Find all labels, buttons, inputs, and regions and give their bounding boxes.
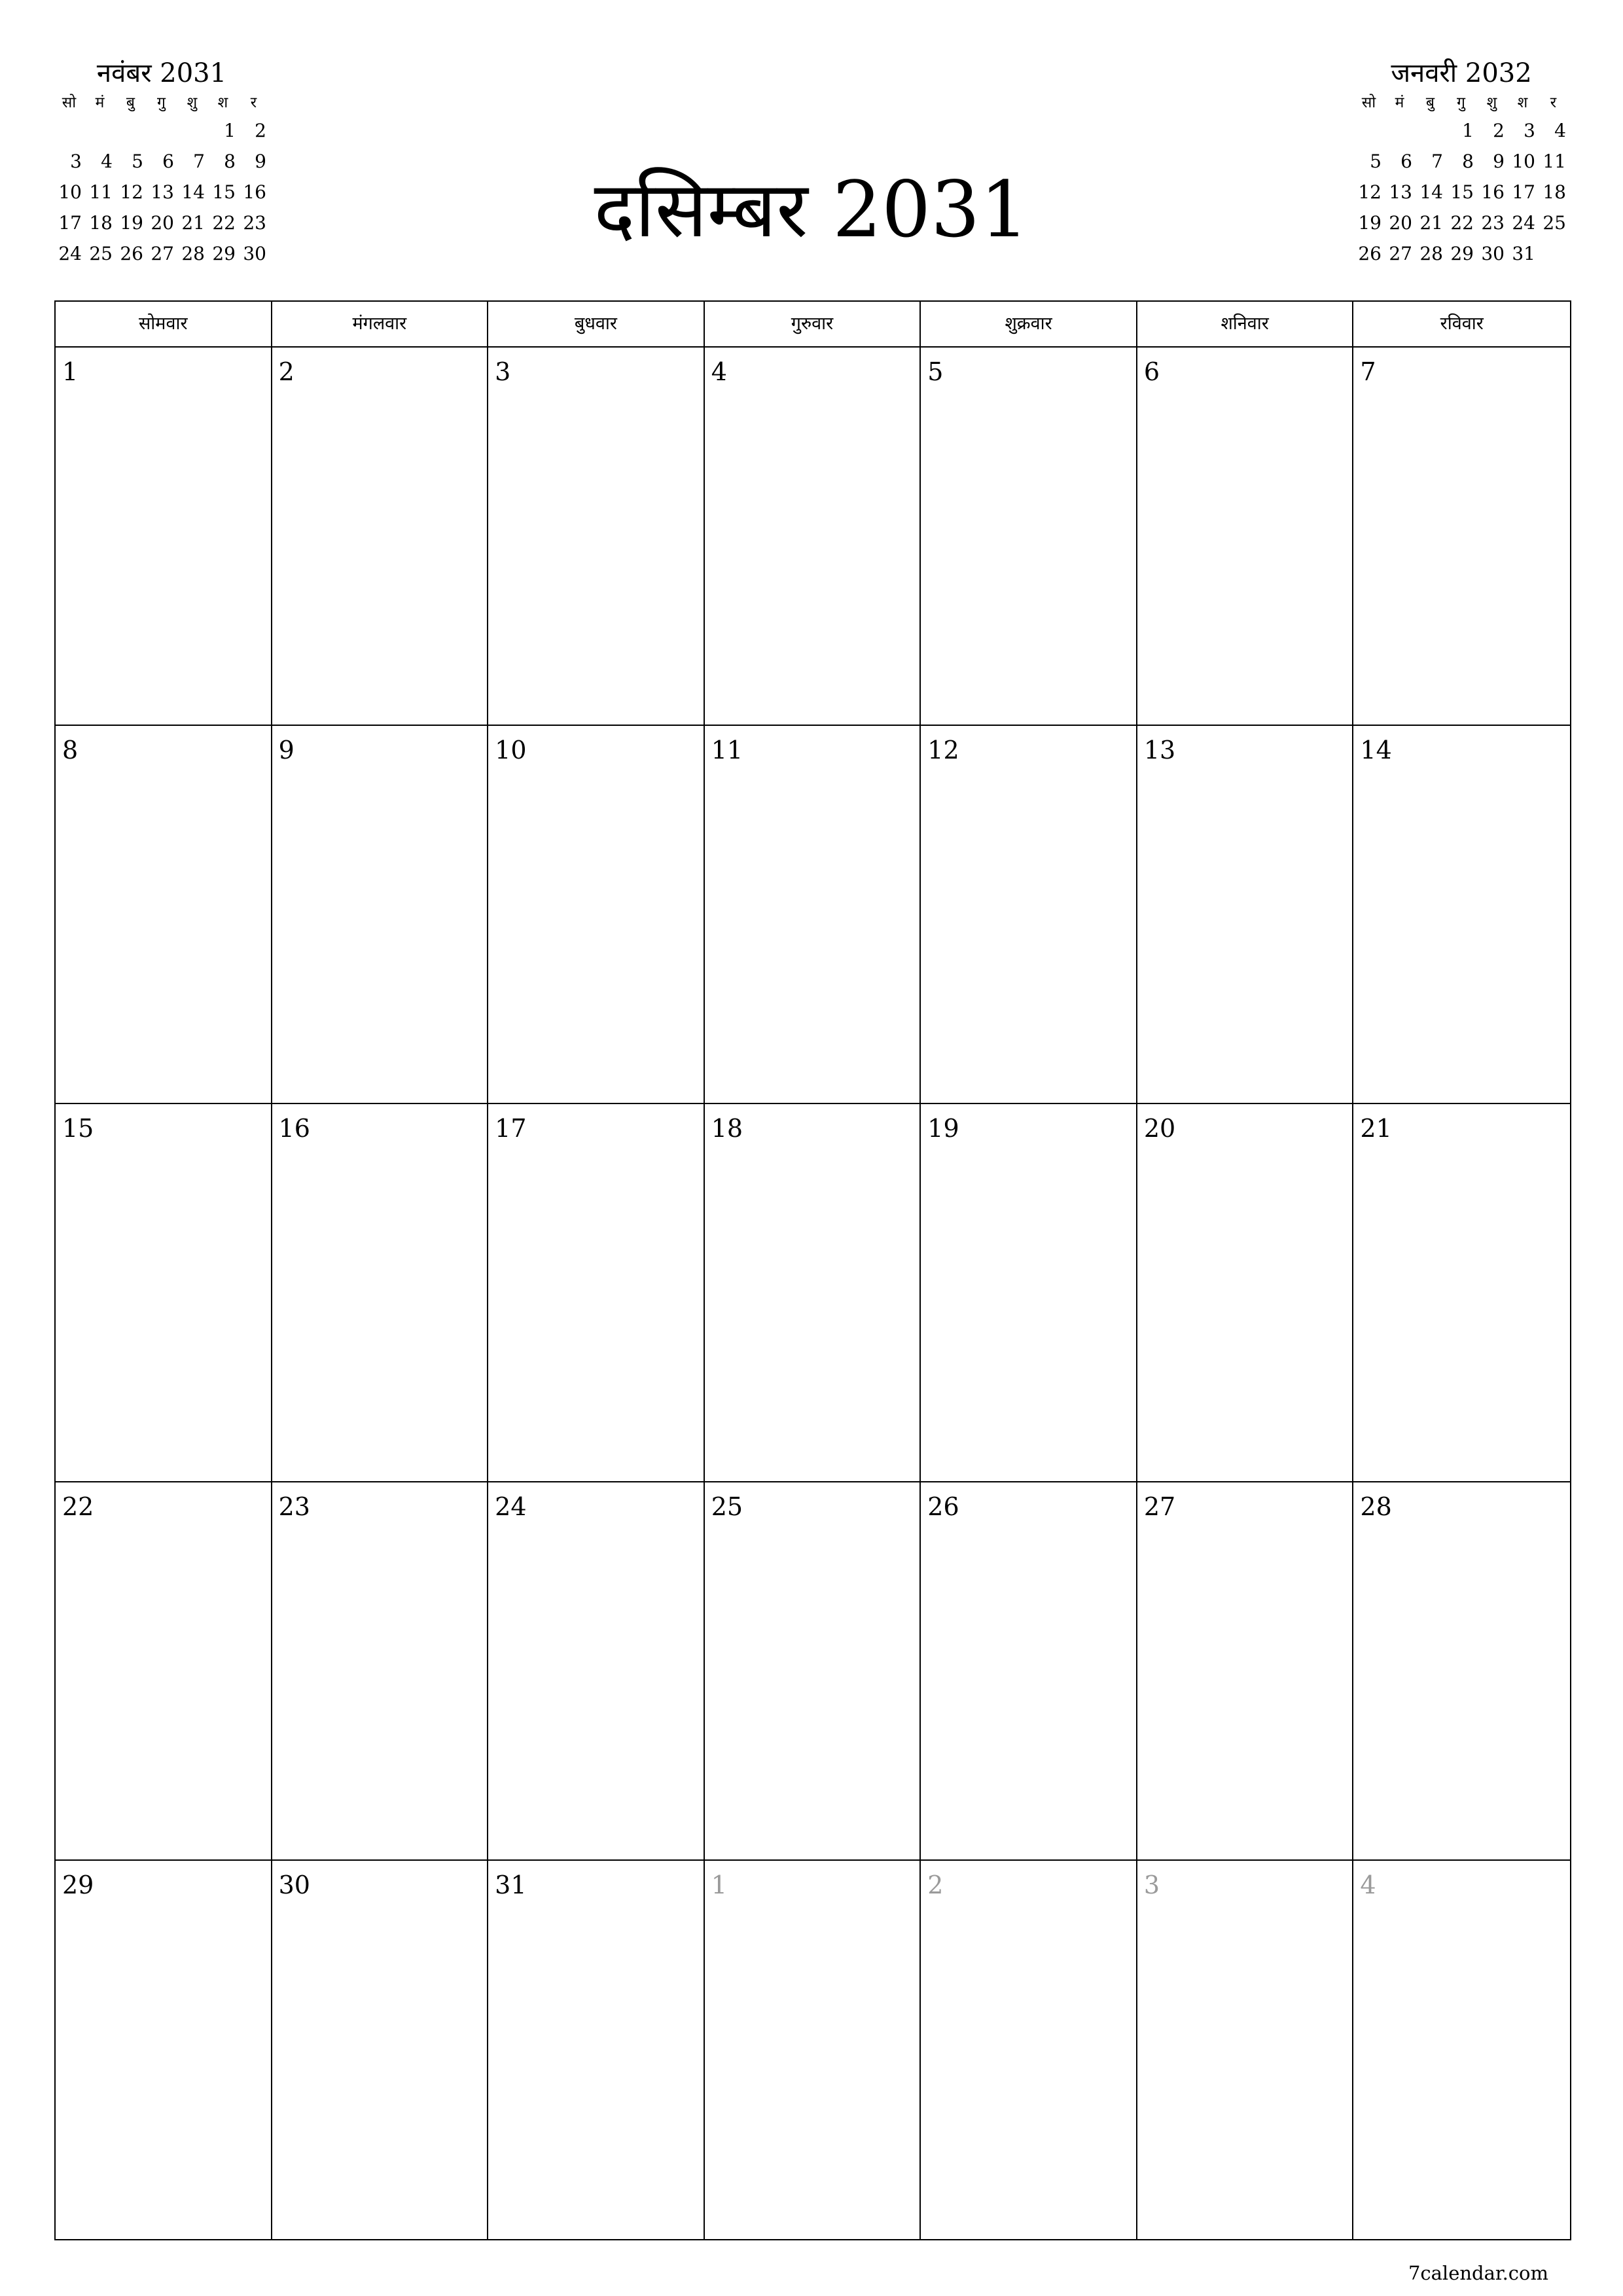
- day-cell: [1353, 348, 1570, 726]
- day-cell: [56, 1104, 272, 1482]
- day-cell: [56, 1861, 272, 2239]
- prev-month-day: [54, 115, 84, 146]
- prev-month-day: 4: [101, 151, 113, 172]
- day-cell: [56, 1482, 272, 1861]
- day-number: 2: [927, 1871, 944, 1899]
- weekday-header: बुधवार: [488, 302, 705, 348]
- next-month-day: [1353, 115, 1384, 146]
- next-month-calendar: [1353, 56, 1569, 269]
- next-month-weekday-label: बु: [1425, 94, 1435, 111]
- day-number: 14: [1360, 736, 1392, 764]
- day-cell: [272, 1482, 489, 1861]
- prev-month-day: 10: [58, 181, 82, 203]
- next-month-day: 25: [1543, 212, 1566, 234]
- other-month-day-cell: [705, 1861, 921, 2239]
- prev-month-weekday-label: शु: [187, 94, 198, 111]
- day-cell: [921, 1104, 1137, 1482]
- day-cell: [488, 1861, 705, 2239]
- day-cell: [488, 1104, 705, 1482]
- day-cell: [1137, 348, 1354, 726]
- day-number: 17: [495, 1114, 527, 1143]
- next-month-day: 28: [1419, 243, 1443, 264]
- prev-month-day: 1: [224, 120, 236, 141]
- next-month-day: 24: [1512, 212, 1535, 234]
- prev-month-day: 14: [181, 181, 205, 203]
- next-month-day: 30: [1481, 243, 1505, 264]
- prev-month-day: 23: [243, 212, 266, 234]
- day-number: 1: [62, 357, 79, 386]
- day-cell: [1137, 1104, 1354, 1482]
- day-number: 30: [278, 1871, 310, 1899]
- day-number: 13: [1143, 736, 1176, 764]
- day-number: 11: [711, 736, 743, 764]
- prev-month-day: 16: [243, 181, 266, 203]
- prev-month-day: 21: [181, 212, 205, 234]
- next-month-day: 19: [1358, 212, 1382, 234]
- weekday-header: शनिवार: [1137, 302, 1354, 348]
- day-cell: [56, 348, 272, 726]
- next-month-day: [1384, 115, 1415, 146]
- next-month-day: 4: [1554, 120, 1566, 141]
- day-number: 28: [1360, 1492, 1392, 1521]
- day-number: 5: [927, 357, 944, 386]
- next-month-day: 3: [1524, 120, 1535, 141]
- day-number: 15: [62, 1114, 94, 1143]
- prev-month-day: [115, 115, 146, 146]
- weekday-header: शुक्रवार: [921, 302, 1137, 348]
- prev-month-day: 15: [212, 181, 236, 203]
- next-month-day: 6: [1400, 151, 1412, 172]
- other-month-day-cell: [1353, 1861, 1570, 2239]
- day-cell: [56, 726, 272, 1104]
- day-number: 7: [1360, 357, 1376, 386]
- prev-month-day: [146, 115, 177, 146]
- next-month-day: 1: [1462, 120, 1474, 141]
- next-month-day: 5: [1370, 151, 1382, 172]
- day-number: 25: [711, 1492, 743, 1521]
- day-cell: [921, 1482, 1137, 1861]
- day-number: 12: [927, 736, 959, 764]
- prev-month-day: 24: [58, 243, 82, 264]
- prev-month-day: 30: [243, 243, 266, 264]
- day-number: 8: [62, 736, 79, 764]
- day-cell: [1353, 726, 1570, 1104]
- prev-month-day: 18: [89, 212, 113, 234]
- next-month-day: 17: [1512, 181, 1535, 203]
- next-month-day: 10: [1512, 151, 1535, 172]
- next-month-day: 9: [1493, 151, 1505, 172]
- day-number: 27: [1143, 1492, 1176, 1521]
- prev-month-day: 20: [151, 212, 174, 234]
- day-number: 23: [278, 1492, 310, 1521]
- next-month-title: जनवरी 2032: [1391, 58, 1532, 88]
- day-number: 20: [1143, 1114, 1176, 1143]
- day-cell: [921, 348, 1137, 726]
- next-month-weekday-label: गु: [1457, 94, 1465, 111]
- day-number: 21: [1360, 1114, 1392, 1143]
- next-month-day: [1415, 115, 1446, 146]
- next-month-weekday-label: श: [1517, 94, 1528, 111]
- weekday-header: सोमवार: [56, 302, 272, 348]
- next-month-day: 22: [1450, 212, 1474, 234]
- day-number: 22: [62, 1492, 94, 1521]
- prev-month-day: 25: [89, 243, 113, 264]
- next-month-weekday-label: मं: [1395, 94, 1404, 111]
- prev-month-day: 29: [212, 243, 236, 264]
- next-month-day: [1538, 238, 1569, 269]
- prev-month-day: 17: [58, 212, 82, 234]
- next-month-grid: [1353, 90, 1569, 269]
- day-number: 24: [495, 1492, 527, 1521]
- day-cell: [705, 1482, 921, 1861]
- prev-month-day: 6: [162, 151, 174, 172]
- day-cell: [1353, 1104, 1570, 1482]
- next-month-day: 26: [1358, 243, 1382, 264]
- day-number: 1: [711, 1871, 727, 1899]
- next-month-day: 12: [1358, 181, 1382, 203]
- next-month-day: 21: [1419, 212, 1443, 234]
- prev-month-day: 7: [193, 151, 205, 172]
- prev-month-day: 26: [120, 243, 143, 264]
- prev-month-calendar: [54, 56, 270, 269]
- next-month-day: 15: [1450, 181, 1474, 203]
- day-number: 29: [62, 1871, 94, 1899]
- next-month-day: 11: [1543, 151, 1566, 172]
- next-month-day: 14: [1419, 181, 1443, 203]
- next-month-day: 23: [1481, 212, 1505, 234]
- next-month-day: 2: [1493, 120, 1505, 141]
- prev-month-weekday-label: गु: [157, 94, 166, 111]
- prev-month-day: 27: [151, 243, 174, 264]
- day-number: 3: [1143, 1871, 1160, 1899]
- month-grid: [54, 300, 1571, 2240]
- day-number: 4: [1360, 1871, 1376, 1899]
- prev-month-day: [84, 115, 115, 146]
- next-month-day: 29: [1450, 243, 1474, 264]
- day-cell: [272, 1861, 489, 2239]
- day-cell: [488, 726, 705, 1104]
- prev-month-weekday-label: मं: [95, 94, 105, 111]
- next-month-weekday-label: सो: [1361, 94, 1376, 111]
- prev-month-weekday-label: बु: [126, 94, 135, 111]
- prev-month-grid: [54, 90, 270, 269]
- next-month-day: 31: [1512, 243, 1535, 264]
- next-month-weekday-label: शु: [1486, 94, 1497, 111]
- day-cell: [1137, 726, 1354, 1104]
- day-number: 10: [495, 736, 527, 764]
- day-number: 3: [495, 357, 511, 386]
- day-cell: [705, 726, 921, 1104]
- day-cell: [488, 1482, 705, 1861]
- next-month-day: 27: [1389, 243, 1412, 264]
- prev-month-day: 19: [120, 212, 143, 234]
- weekday-header: मंगलवार: [272, 302, 489, 348]
- prev-month-day: 12: [120, 181, 143, 203]
- next-month-day: 8: [1462, 151, 1474, 172]
- prev-month-day: 2: [255, 120, 266, 141]
- weekday-header: रविवार: [1353, 302, 1570, 348]
- day-number: 2: [278, 357, 294, 386]
- day-number: 31: [495, 1871, 527, 1899]
- next-month-day: 16: [1481, 181, 1505, 203]
- prev-month-day: [177, 115, 207, 146]
- day-number: 6: [1143, 357, 1160, 386]
- next-month-day: 18: [1543, 181, 1566, 203]
- prev-month-day: 9: [255, 151, 266, 172]
- next-month-day: 13: [1389, 181, 1412, 203]
- day-cell: [1353, 1482, 1570, 1861]
- prev-month-weekday-label: श: [217, 94, 228, 111]
- other-month-day-cell: [1137, 1861, 1354, 2239]
- day-number: 16: [278, 1114, 310, 1143]
- prev-month-day: 11: [89, 181, 113, 203]
- day-number: 26: [927, 1492, 959, 1521]
- day-number: 19: [927, 1114, 959, 1143]
- day-cell: [1137, 1482, 1354, 1861]
- day-number: 9: [278, 736, 294, 764]
- prev-month-weekday-label: र: [250, 94, 257, 111]
- prev-month-day: 13: [151, 181, 174, 203]
- other-month-day-cell: [921, 1861, 1137, 2239]
- prev-month-day: 8: [224, 151, 236, 172]
- day-cell: [272, 348, 489, 726]
- day-number: 4: [711, 357, 727, 386]
- footer-credit: 7calendar.com: [1408, 2262, 1548, 2284]
- page-title: दसिम्बर 2031: [594, 164, 1029, 255]
- prev-month-title: नवंबर 2031: [96, 58, 227, 88]
- prev-month-day: 3: [70, 151, 82, 172]
- prev-month-day: 5: [132, 151, 143, 172]
- prev-month-weekday-label: सो: [62, 94, 77, 111]
- day-cell: [921, 726, 1137, 1104]
- next-month-weekday-label: र: [1550, 94, 1557, 111]
- day-number: 18: [711, 1114, 743, 1143]
- day-cell: [272, 1104, 489, 1482]
- day-cell: [705, 1104, 921, 1482]
- day-cell: [705, 348, 921, 726]
- prev-month-day: 22: [212, 212, 236, 234]
- prev-month-day: 28: [181, 243, 205, 264]
- next-month-day: 7: [1431, 151, 1443, 172]
- day-cell: [488, 348, 705, 726]
- day-cell: [272, 726, 489, 1104]
- weekday-header: गुरुवार: [705, 302, 921, 348]
- next-month-day: 20: [1389, 212, 1412, 234]
